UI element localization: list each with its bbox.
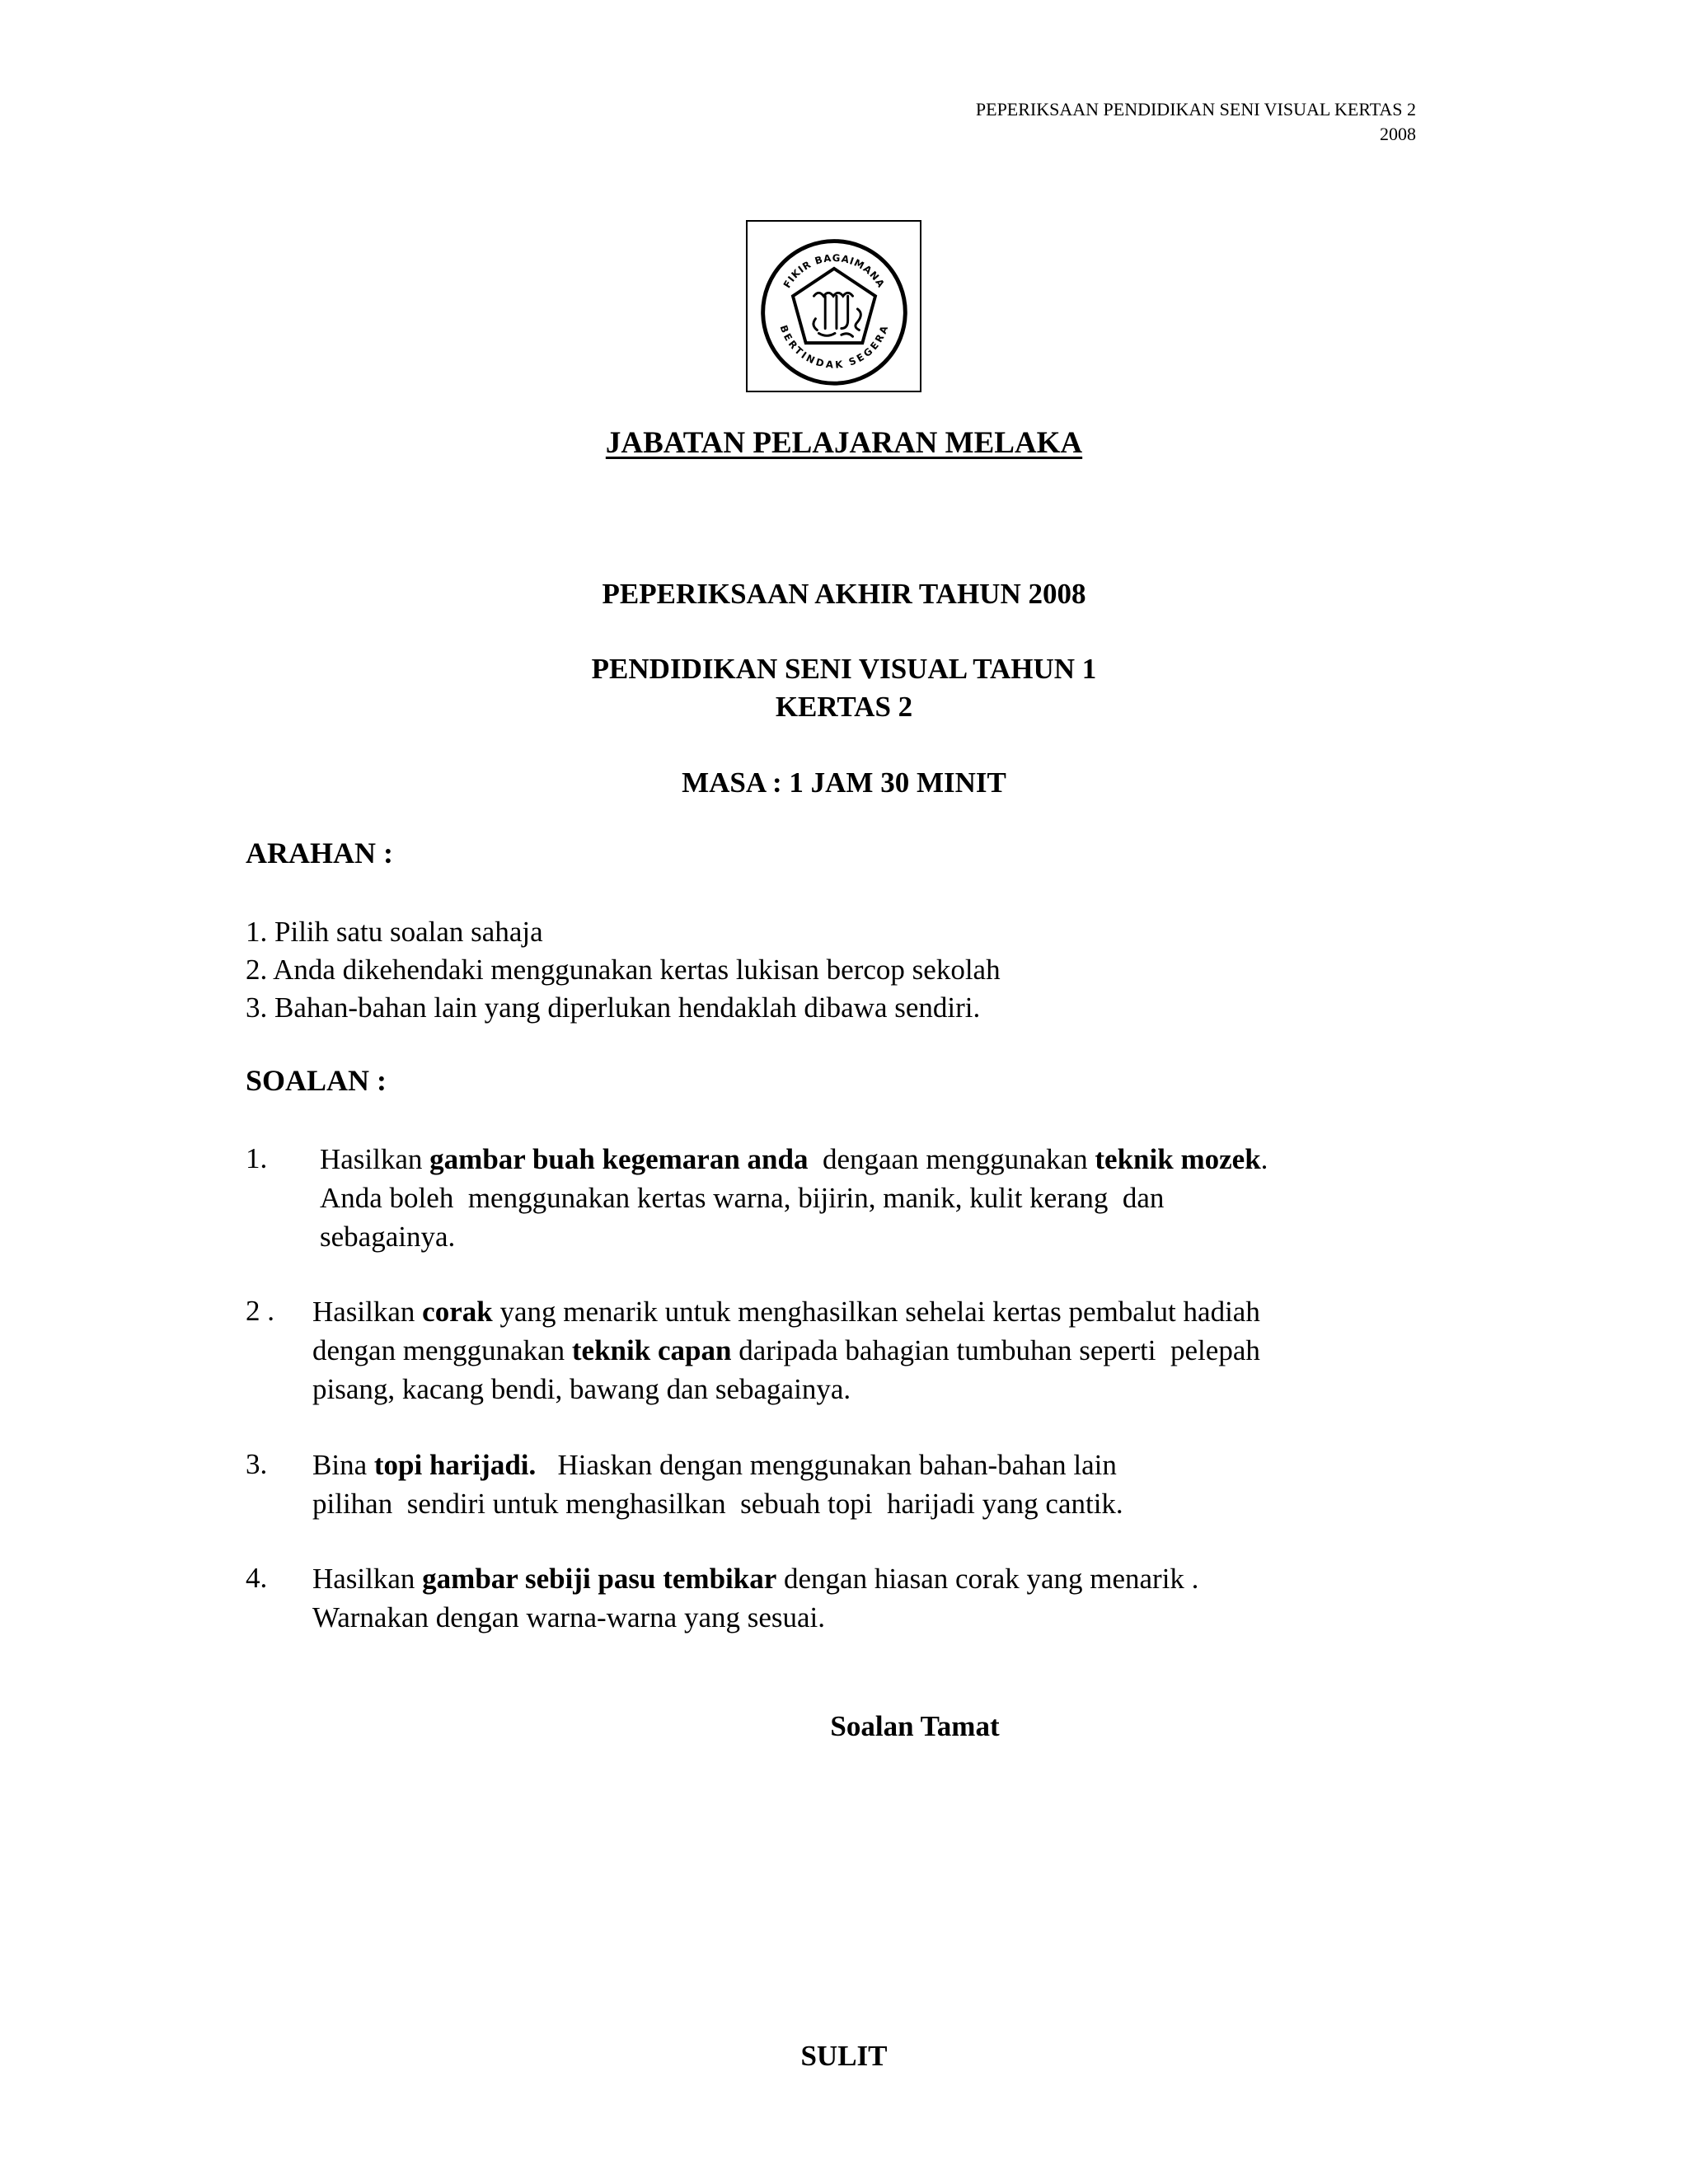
q1-line-3: sebagainya. <box>320 1221 456 1253</box>
question-2-number: 2 . <box>246 1295 274 1327</box>
instruction-item: 1. Pilih satu soalan sahaja <box>246 916 543 948</box>
q2-line-3: pisang, kacang bendi, bawang dan sebagainya. <box>312 1373 851 1405</box>
question-3 <box>312 1446 1123 1523</box>
logo-top-motto: FIKIR BAGAIMANA <box>781 251 888 290</box>
logo-bottom-motto: BERTINDAK SEGERA <box>777 323 891 371</box>
q4-text: dengan hiasan corak yang menarik . <box>776 1563 1199 1595</box>
header-line-1: PEPERIKSAAN PENDIDIKAN SENI VISUAL KERTAS 2 <box>975 99 1416 120</box>
instruction-item: 3. Bahan-bahan lain yang diperlukan hendaklah dibawa sendiri. <box>246 991 981 1024</box>
q3-text: Bina <box>312 1449 374 1481</box>
department-logo <box>746 220 921 392</box>
classification-footer: SULIT <box>800 2040 888 2072</box>
q3-line-2: pilihan sendiri untuk menghasilkan sebuah topi harijadi yang cantik. <box>312 1488 1123 1520</box>
q1-text: . <box>1260 1143 1268 1175</box>
q1-bold-subject: gambar buah kegemaran anda <box>429 1143 809 1175</box>
q1-bold-technique: teknik mozek <box>1095 1143 1261 1175</box>
q4-text: Hasilkan <box>312 1563 423 1595</box>
department-title: JABATAN PELAJARAN MELAKA <box>605 426 1083 460</box>
q2-bold-technique: teknik capan <box>571 1334 732 1366</box>
q2-text: dengan menggunakan <box>312 1334 572 1366</box>
end-of-questions: Soalan Tamat <box>830 1710 1000 1742</box>
question-1-number: 1. <box>246 1142 268 1174</box>
question-4 <box>312 1559 1198 1637</box>
exam-subject: PENDIDIKAN SENI VISUAL TAHUN 1 <box>591 653 1097 685</box>
header-line-2: 2008 <box>1380 124 1416 144</box>
q2-text: yang menarik untuk menghasilkan sehelai kertas pembalut hadiah <box>492 1296 1260 1328</box>
q1-text: Hasilkan <box>320 1143 430 1175</box>
q1-text: dengaan menggunakan <box>808 1143 1095 1175</box>
questions-heading: SOALAN : <box>246 1064 387 1097</box>
q2-text: Hasilkan <box>312 1296 423 1328</box>
q2-text: daripada bahagian tumbuhan seperti pelepah <box>731 1334 1260 1366</box>
question-3-number: 3. <box>246 1448 268 1480</box>
question-2 <box>312 1292 1260 1408</box>
svg-text:BERTINDAK SEGERA <box>778 324 891 371</box>
question-4-number: 4. <box>246 1562 268 1594</box>
exam-paper: KERTAS 2 <box>775 691 913 723</box>
q4-line-2: Warnakan dengan warna-warna yang sesuai. <box>312 1601 826 1633</box>
instructions-heading: ARAHAN : <box>246 837 393 869</box>
instructions-list <box>246 913 1001 1027</box>
svg-text:FIKIR BAGAIMANA <box>781 252 888 290</box>
q3-bold-subject: topi harijadi. <box>373 1449 537 1481</box>
exam-duration: MASA : 1 JAM 30 MINIT <box>682 766 1006 799</box>
q3-text: Hiaskan dengan menggunakan bahan-bahan lain <box>536 1449 1117 1481</box>
q4-bold-subject: gambar sebiji pasu tembikar <box>422 1563 777 1595</box>
instruction-item: 2. Anda dikehendaki menggunakan kertas lukisan bercop sekolah <box>246 954 1001 986</box>
q1-line-2: Anda boleh menggunakan kertas warna, bijirin, manik, kulit kerang dan <box>320 1182 1165 1214</box>
page-header <box>976 97 1416 147</box>
exam-name: PEPERIKSAAN AKHIR TAHUN 2008 <box>602 578 1086 610</box>
q2-bold-subject: corak <box>422 1296 493 1328</box>
question-1 <box>320 1140 1268 1256</box>
